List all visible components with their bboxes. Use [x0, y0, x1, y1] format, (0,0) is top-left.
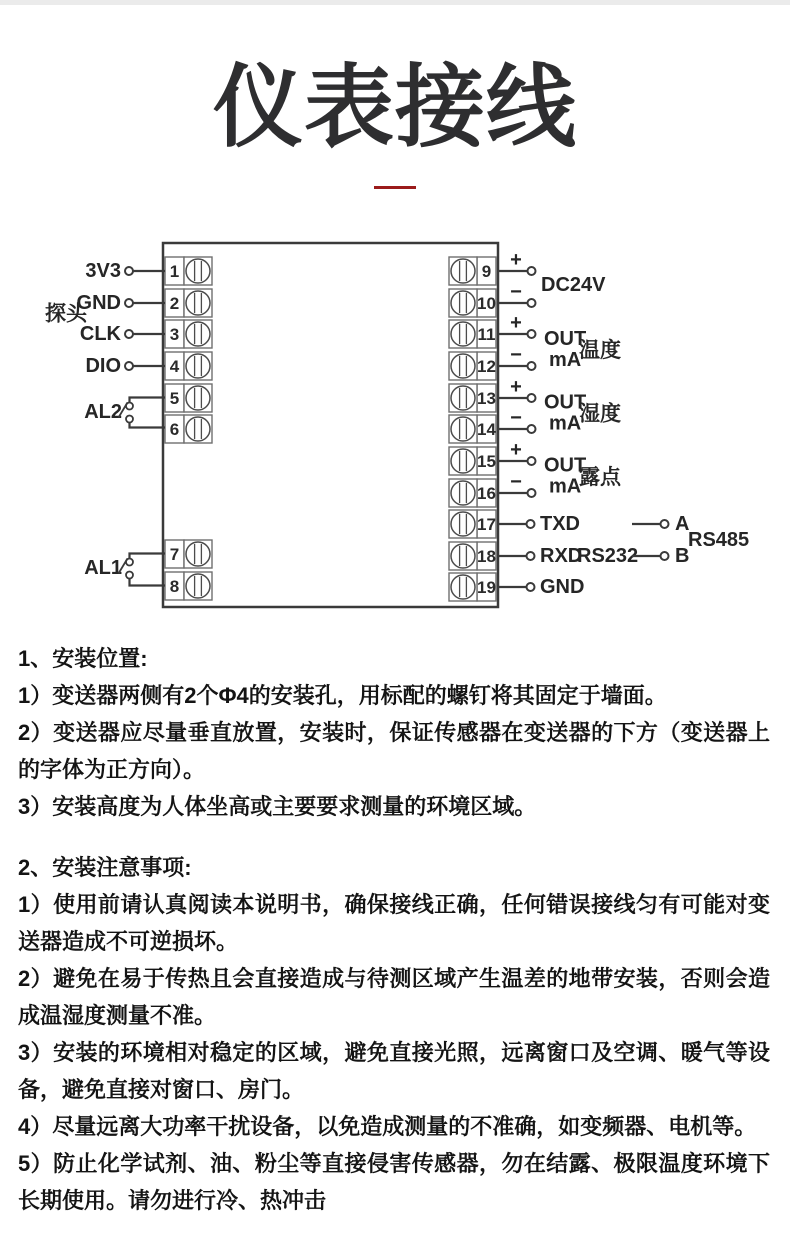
- pin-label-gnd: GND: [76, 292, 121, 314]
- wire-node-icon: [528, 489, 536, 497]
- minus-sign: −: [510, 471, 522, 493]
- wire-node-icon: [528, 457, 536, 465]
- plus-sign: +: [510, 376, 522, 398]
- plus-sign: +: [510, 312, 522, 334]
- terminal-block: [449, 320, 496, 348]
- probe-group-label: 探头: [45, 302, 87, 326]
- wire-node-icon: [527, 583, 535, 591]
- terminal-number: 4: [169, 357, 180, 376]
- terminal-block: [449, 289, 496, 317]
- terminal-number: 8: [169, 577, 180, 596]
- rs485-b-label: B: [675, 545, 690, 567]
- terminal-number: 16: [477, 484, 496, 503]
- terminal-block: [165, 289, 212, 317]
- wire-node-icon: [528, 299, 536, 307]
- terminal-number: 6: [169, 420, 180, 439]
- instruction-item: 2）避免在易于传热且会直接造成与待测区域产生温差的地带安装，否则会造成温湿度测量不准。: [18, 966, 770, 1028]
- rs485-a-label: A: [675, 513, 690, 535]
- terminal-block: [165, 540, 212, 568]
- al2-label: AL2: [84, 401, 122, 423]
- dc24v-label: DC24V: [541, 274, 606, 296]
- wire-node-icon: [528, 267, 536, 275]
- gnd-label: GND: [540, 576, 585, 598]
- plus-sign: +: [510, 439, 522, 461]
- pin-label-dio: DIO: [85, 355, 121, 377]
- al1-label: AL1: [84, 557, 122, 579]
- wire-node-icon: [661, 552, 669, 560]
- terminal-block: [449, 542, 496, 570]
- out-label: OUT: [544, 391, 587, 414]
- section-heading: 1、安装位置:: [18, 646, 148, 671]
- terminal-block: [165, 257, 212, 285]
- terminal-block: [449, 573, 496, 601]
- dc24v-wires: [498, 249, 606, 307]
- al2-contact: [84, 398, 165, 428]
- terminal-block: [449, 257, 496, 285]
- instruction-item: 5）防止化学试剂、油、粉尘等直接侵害传感器，勿在结露、极限温度环境下长期使用。请勿进行冷、热冲击: [18, 1151, 770, 1213]
- temperature-label: 温度: [579, 339, 621, 362]
- minus-sign: −: [510, 344, 522, 366]
- wire-node-icon: [528, 425, 536, 433]
- instruction-item: 2）变送器应尽量垂直放置，安装时，保证传感器在变送器的下方（变送器上的字体为正方向）。: [18, 720, 770, 782]
- terminal-block: [165, 384, 212, 412]
- out-temperature-wires: [498, 312, 621, 371]
- wire-node-icon: [528, 394, 536, 402]
- pin-label-3v3: 3V3: [85, 260, 121, 282]
- terminal-block: [165, 415, 212, 443]
- terminal-number: 13: [477, 389, 496, 408]
- ma-label: mA: [549, 349, 582, 371]
- probe-wires: [45, 260, 165, 377]
- out-humidity-wires: [498, 376, 621, 435]
- wire-node-icon: [125, 267, 133, 275]
- terminal-number: 15: [477, 452, 496, 471]
- wire-node-icon: [527, 520, 535, 528]
- txd-label: TXD: [540, 513, 580, 535]
- terminal-number: 2: [169, 294, 180, 313]
- instruction-item: 4）尽量远离大功率干扰设备，以免造成测量的不准确，如变频器、电机等。: [18, 1114, 757, 1139]
- title-underline: [374, 186, 416, 189]
- terminal-block: [449, 415, 496, 443]
- terminal-number: 14: [477, 420, 496, 439]
- terminal-number: 7: [169, 545, 180, 564]
- terminal-number: 12: [477, 357, 496, 376]
- contact-node-icon: [126, 416, 133, 423]
- contact-node-icon: [126, 572, 133, 579]
- wiring-diagram: [0, 230, 790, 620]
- wire-node-icon: [125, 362, 133, 370]
- section-heading: 2、安装注意事项:: [18, 855, 192, 880]
- terminal-block: [165, 320, 212, 348]
- wire-node-icon: [527, 552, 535, 560]
- terminal-number: 17: [477, 515, 496, 534]
- section-install-position: [18, 640, 770, 825]
- wire-node-icon: [528, 330, 536, 338]
- out-label: OUT: [544, 454, 587, 477]
- terminal-block: [165, 352, 212, 380]
- humidity-label: 湿度: [579, 402, 621, 426]
- terminal-number: 18: [477, 547, 496, 566]
- instruction-item: 3）安装的环境相对稳定的区域，避免直接光照，远离窗口及空调、暖气等设备，避免直接对窗口、房门。: [18, 1040, 770, 1102]
- terminal-block: [165, 572, 212, 600]
- terminal-number: 1: [169, 262, 180, 281]
- rs232-label: RS232: [577, 545, 639, 567]
- terminal-number: 9: [481, 262, 492, 281]
- terminal-number: 5: [169, 389, 180, 408]
- pin-label-clk: CLK: [79, 323, 121, 345]
- minus-sign: −: [510, 407, 522, 429]
- terminal-number: 10: [477, 294, 496, 313]
- out-label: OUT: [544, 328, 587, 350]
- wire-node-icon: [528, 362, 536, 370]
- ma-label: mA: [549, 475, 582, 498]
- wire-node-icon: [125, 299, 133, 307]
- terminal-number: 3: [169, 325, 180, 344]
- ma-label: mA: [549, 412, 582, 435]
- terminal-block: [449, 384, 496, 412]
- terminal-number: 11: [477, 325, 496, 344]
- instruction-item: 3）安装高度为人体坐高或主要要求测量的环境区域。: [18, 794, 537, 819]
- instructions: [0, 640, 790, 1219]
- terminal-block: [449, 352, 496, 380]
- plus-sign: +: [510, 249, 522, 271]
- terminal-block: [449, 479, 496, 507]
- device-outline: [163, 243, 498, 607]
- rxd-label: RXD: [540, 545, 583, 567]
- section-install-notes: [18, 849, 770, 1219]
- terminal-block: [449, 510, 496, 538]
- serial-wires: [498, 513, 638, 598]
- wire-node-icon: [661, 520, 669, 528]
- dewpoint-label: 露点: [579, 466, 621, 489]
- out-dewpoint-wires: [498, 439, 622, 498]
- minus-sign: −: [510, 281, 522, 303]
- page-title: 仪表接线: [213, 58, 577, 158]
- rs485-label: RS485: [688, 529, 750, 551]
- terminal-number: 19: [477, 578, 496, 597]
- rs485-wires: [632, 513, 749, 567]
- instruction-item: 1）变送器两侧有2个Φ4的安装孔，用标配的螺钉将其固定于墙面。: [18, 683, 667, 708]
- instruction-item: 1）使用前请认真阅读本说明书，确保接线正确，任何错误接线匀有可能对变送器造成不可逆损坏。: [18, 892, 770, 954]
- terminal-block: [449, 447, 496, 475]
- al1-contact: [84, 554, 165, 586]
- wire-node-icon: [125, 330, 133, 338]
